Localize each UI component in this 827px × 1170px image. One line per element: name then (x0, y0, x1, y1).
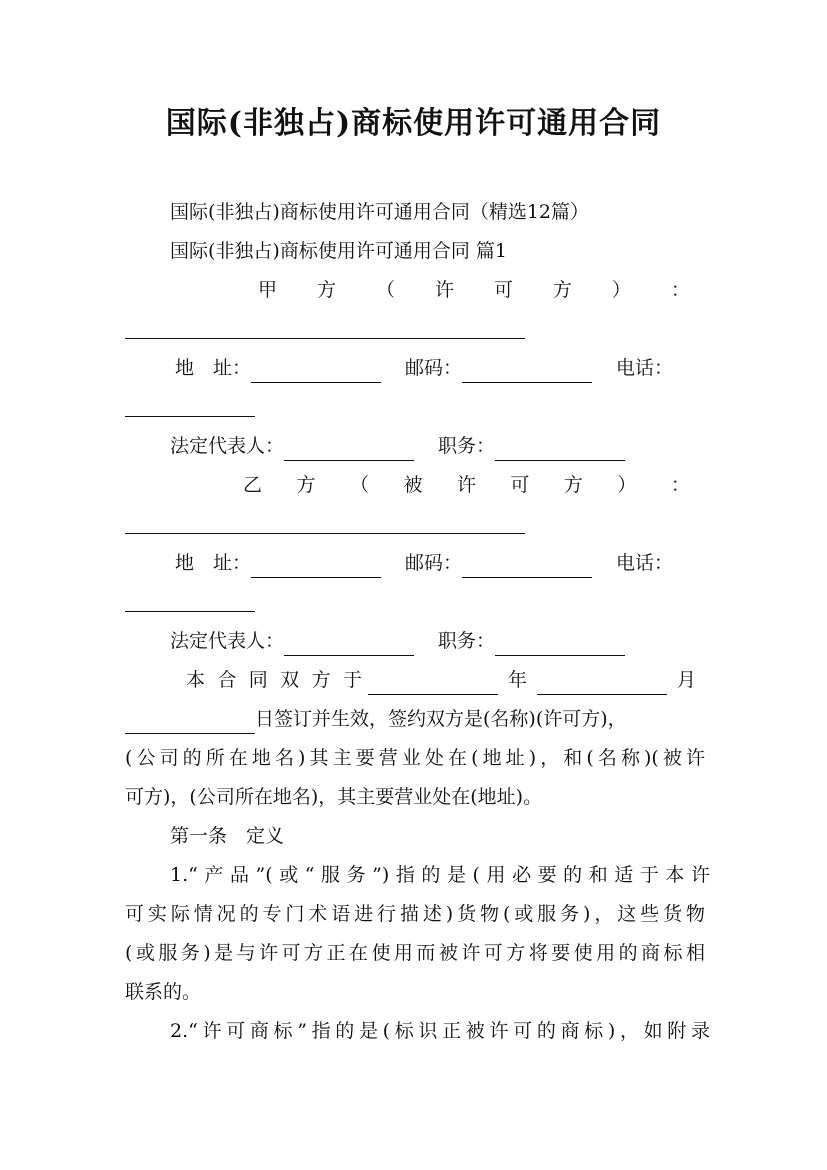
signing-line-4: 可方)，(公司所在地名)，其主要营业处在(地址)。 (125, 786, 543, 808)
party-a-legal-rep-blank (284, 438, 414, 461)
article-1-p1-line-1: 1.“产品”(或“服务”)指的是(用必要的和适于本许 (170, 864, 710, 886)
signing-prefix-char: 于 (342, 669, 362, 691)
party-a-phone-line (125, 392, 705, 422)
party-a-position-label: 职务： (438, 435, 496, 457)
party-b-legal-rep-blank (284, 633, 414, 656)
party-a-address-blank (251, 360, 381, 383)
party-b-address-blank (251, 555, 381, 578)
subtitle: 国际(非独占)商标使用许可通用合同（精选12篇） (170, 201, 590, 223)
party-b-phone-blank (125, 589, 255, 612)
party-b-label (243, 470, 690, 500)
party-a-label-char: 甲 (258, 279, 278, 301)
party-b-label-char: 方 (296, 474, 316, 496)
party-b-label-char: 许 (456, 474, 476, 496)
signing-prefix-char: 双 (280, 669, 300, 691)
article-1-p2-line-1: 2.“许可商标”指的是(标识正被许可的商标)，如附录 (170, 1020, 710, 1042)
party-b-label-char: 乙 (243, 474, 263, 496)
signing-day-blank (125, 711, 255, 734)
signing-month-blank (537, 672, 667, 695)
signing-month-label: 月 (677, 669, 697, 691)
party-a-label-char: （ (375, 279, 395, 301)
party-b-name-blank (125, 511, 525, 534)
party-a-postcode-label: 邮码： (405, 357, 463, 379)
party-b-rep-row (170, 626, 710, 656)
party-a-rep-row (170, 431, 710, 461)
party-b-name-line (125, 509, 705, 539)
party-b-phone-label: 电话： (616, 552, 674, 574)
party-a-position-blank (495, 438, 625, 461)
party-a-label-char: 许 (434, 279, 454, 301)
signing-line-2 (125, 704, 705, 734)
party-a-legal-rep-label: 法定代表人： (170, 435, 285, 457)
party-b-phone-line (125, 587, 705, 617)
party-a-label-char: 方 (316, 279, 336, 301)
party-a-label-char: 可 (493, 279, 513, 301)
party-a-postcode-blank (462, 360, 592, 383)
signing-line-3: (公司的所在地名)其主要营业处在(地址)，和(名称)(被许 (125, 747, 705, 769)
party-b-position-blank (495, 633, 625, 656)
party-b-label-char: 可 (510, 474, 530, 496)
article-1-p1-line-3: (或服务)是与许可方正在使用而被许可方将要使用的商标相 (125, 942, 705, 964)
party-a-label-char: ： (670, 279, 690, 301)
party-b-label-char: （ (349, 474, 369, 496)
signing-line-2-text: 日签订并生效，签约双方是(名称)(许可方)， (255, 708, 627, 730)
article-1-heading: 第一条 定义 (170, 825, 285, 847)
party-a-label (258, 275, 690, 305)
signing-prefix (186, 665, 362, 695)
party-b-contact-row (175, 548, 715, 578)
party-a-address-label: 地 址： (175, 357, 252, 379)
party-b-legal-rep-label: 法定代表人： (170, 630, 285, 652)
party-b-position-label: 职务： (438, 630, 496, 652)
party-b-postcode-label: 邮码： (405, 552, 463, 574)
party-a-name-line (125, 314, 705, 344)
signing-prefix-char: 合 (217, 669, 237, 691)
party-a-contact-row (175, 353, 715, 383)
party-b-label-char: ） (617, 474, 637, 496)
party-a-phone-blank (125, 394, 255, 417)
party-a-label-char: 方 (552, 279, 572, 301)
party-b-label-char: 被 (403, 474, 423, 496)
signing-prefix-char: 本 (186, 669, 206, 691)
signing-prefix-char: 方 (311, 669, 331, 691)
party-b-address-label: 地 址： (175, 552, 252, 574)
signing-year-label: 年 (508, 669, 528, 691)
signing-prefix-char: 同 (248, 669, 268, 691)
party-a-name-blank (125, 316, 525, 339)
party-a-phone-label: 电话： (616, 357, 674, 379)
party-a-label-char: ） (611, 279, 631, 301)
party-b-label-char: ： (670, 474, 690, 496)
party-b-label-char: 方 (563, 474, 583, 496)
article-1-p1-line-2: 可实际情况的专门术语进行描述)货物(或服务)，这些货物 (125, 903, 705, 925)
section-heading: 国际(非独占)商标使用许可通用合同 篇1 (170, 240, 507, 262)
page-title: 国际(非独占)商标使用许可通用合同 (165, 106, 662, 141)
article-1-p1-line-4: 联系的。 (125, 981, 202, 1003)
signing-year-blank (368, 672, 498, 695)
party-b-postcode-blank (462, 555, 592, 578)
signing-date-row (186, 665, 700, 695)
